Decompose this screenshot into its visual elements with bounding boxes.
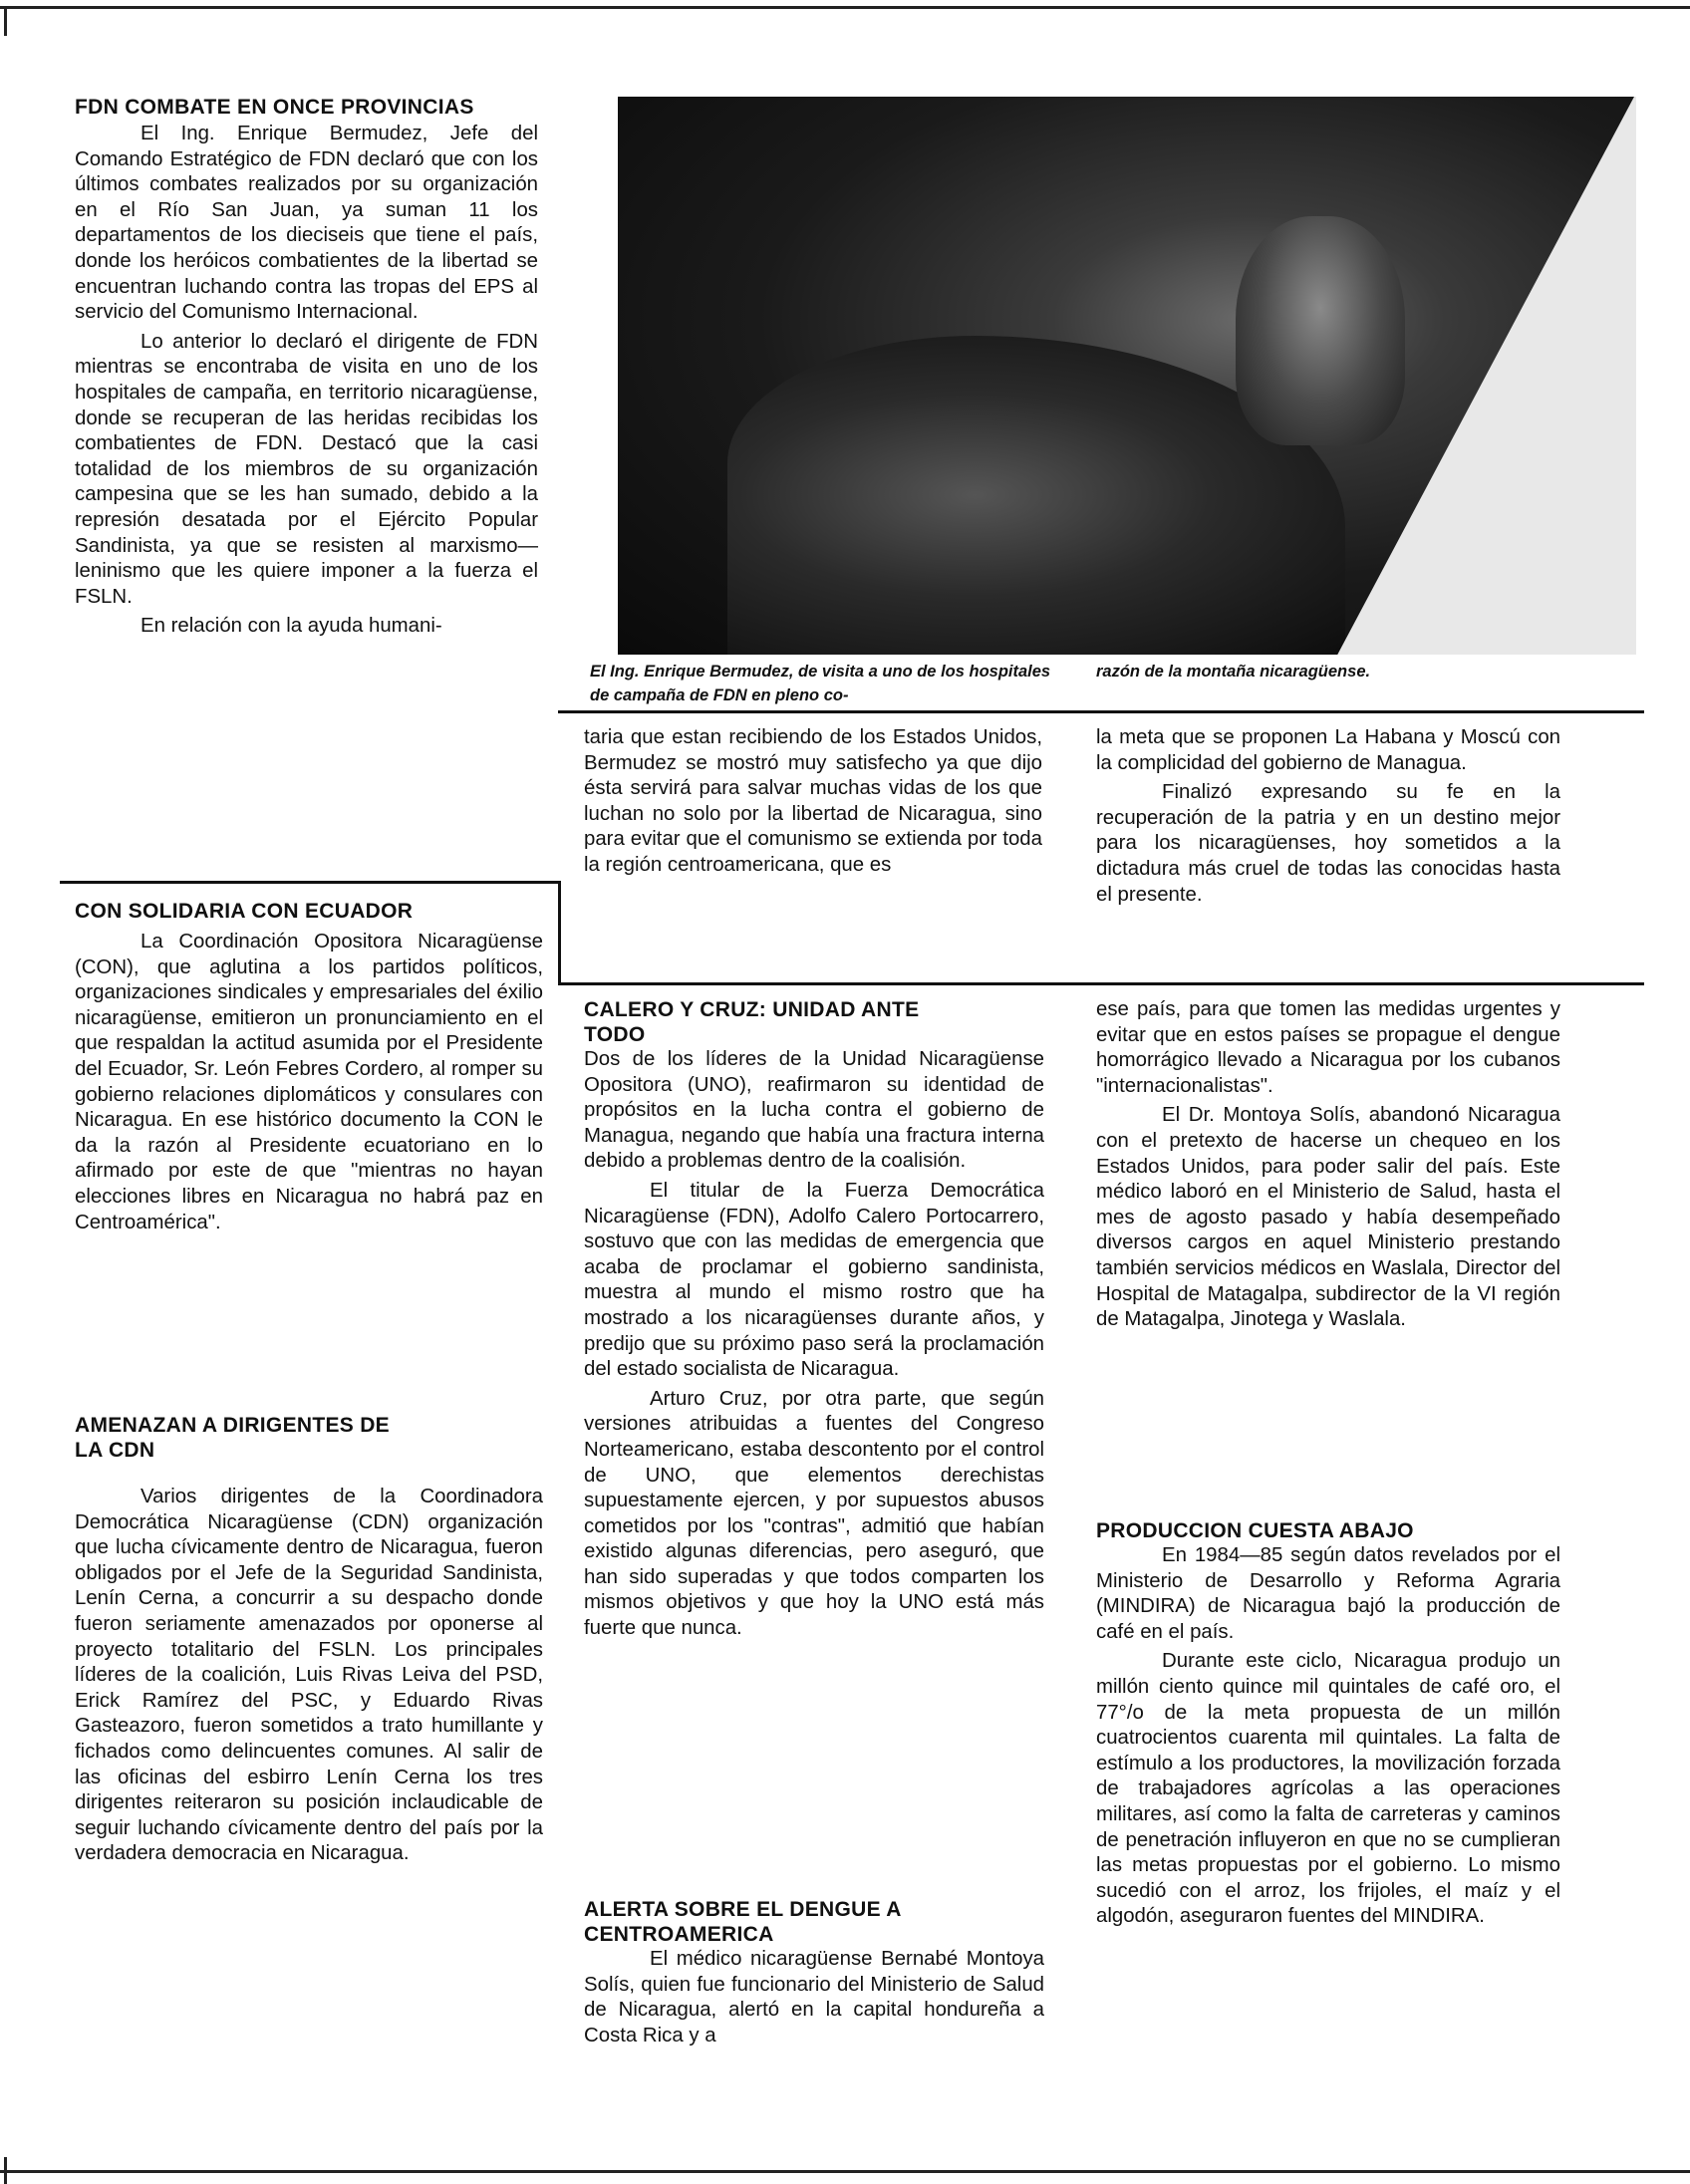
section-rule-connector [558,881,561,911]
paragraph: la meta que se proponen La Habana y Moscú con la complicidad del gobierno de Managua. [1096,726,1560,774]
article-cdn [75,1413,543,1871]
article-fdn-col2 [584,725,1042,883]
headline-produccion: PRODUCCION CUESTA ABAJO [1096,1519,1414,1542]
headline-calero-line2: TODO [584,1023,646,1046]
paragraph: El Dr. Montoya Solís, abandonó Nicaragua con el pretexto de hacerse un chequeo en los Estados Unidos, para poder salir del país. Este médico laboró en el Ministerio de Salud, hasta el mes de agosto pasado y había desempeñado diversos cargos en aquel Ministerio prestando también servicios médicos en Waslala, Director del Hospital de Matagalpa, subdirector de la VI región de Matagalpa, Jinotega y Waslala. [1096,1104,1560,1331]
paragraph: Lo anterior lo declaró el dirigente de FDN mientras se encontraba de visita en uno de los hospitales de campaña, en territorio nicaragüense, donde se recuperan de las heridas recibidas los combatientes de FDN. Destacó que la casi totalidad de los miembros de su organización campesina que se les han sumado, debido a la represión desatada por el Ejército Popular Sandinista, ya que se resisten al marxismo—leninismo que les quiere imponer a la fuerza el FSLN. [75,330,538,608]
article-con [75,899,543,1239]
paragraph: Arturo Cruz, por otra parte, que según versiones atribuidas a fuentes del Congreso Norteamericano, estaba descontento por el control de UNO, que elementos derechistas supuestamente ejercen, y por supuestos abusos cometidos por los "contras", admitió que habían existido algunas diferencias, pero aseguró, que han sido superadas y que todos comparten los mismos objetivos y que hoy la UNO está más fuerte que nunca. [584,1387,1044,1640]
paragraph: Dos de los líderes de la Unidad Nicaragüense Opositora (UNO), reafirmaron su identidad de propósitos en la lucha contra el gobierno de Managua, negando que había una fractura interna debido a problemas dentro de la coalisión. [584,1048,1044,1173]
paragraph: El titular de la Fuerza Democrática Nicaragüense (FDN), Adolfo Calero Portocarrero, sostuvo que con las medidas de emergencia que acaba de proclamar el gobierno sandinista, muestra al mundo el mismo rostro que ha mostrado a los nicaragüenses durante años, y predijo que su próximo paso será la proclamación del estado socialista de Nicaragua. [584,1179,1044,1381]
left-corner-mark [4,6,7,36]
hospital-photo [618,97,1636,655]
headline-cdn-line1: AMENAZAN A DIRIGENTES DE [75,1414,390,1437]
headline-dengue-line2: CENTROAMERICA [584,1923,774,1946]
paragraph: Finalizó expresando su fe en la recuperación de la patria y en un destino mejor para los nicaragüenses, hoy sometidos a la dictadura más cruel de todas las conocidas hasta el presente. [1096,781,1560,906]
photo-caption-left: El Ing. Enrique Bermudez, de visita a uno de los hospitales de campaña de FDN en pleno co- [590,663,1051,704]
article-produccion [1096,1518,1560,1934]
article-dengue-col2 [584,1897,1044,2052]
headline-cdn-line2: LA CDN [75,1439,155,1462]
headline-con: CON SOLIDARIA CON ECUADOR [75,900,414,923]
headline-dengue-line1: ALERTA SOBRE EL DENGUE A [584,1898,902,1921]
article-dengue-col3 [1096,997,1560,1337]
paragraph: El Ing. Enrique Bermudez, Jefe del Comando Estratégico de FDN declaró que con los últimos combates realizados por su organización en el Río San Juan, ya suman 11 los departamentos de los dieciseis que tiene el país, donde los heróicos combatientes de la libertad se encuentran luchando contra las tropas del EPS al servicio del Comunismo Internacional. [75,123,538,324]
paragraph: Varios dirigentes de la Coordinadora Democrática Nicaragüense (CDN) organización que lucha cívicamente dentro de Nicaragua, fueron obligados por el Jefe de la Seguridad Sandinista, Lenín Cerna, a concurrir a su despacho donde fueron seriamente amenazados por oponerse al proyecto totalitario del FSLN. Los principales líderes de la coalición, Luis Rivas Leiva del PSD, Erick Ramírez del PSC, y Eduardo Rivas Gasteazoro, fueron sometidos a trato humillante y fichados como delincuentes comunes. Al salir de las oficinas del esbirro Lenín Cerna los tres dirigentes reiteraron su posición inclaudicable de seguir luchando cívicamente dentro del país por la verdadera democracia en Nicaragua. [75,1486,543,1865]
section-rule-connector [558,911,561,984]
paragraph: La Coordinación Opositora Nicaragüense (CON), que aglutina a los partidos políticos, organizaciones sindicales y empresariales del éxilio nicaragüense, emitieron un pronunciamiento en el que respaldan la actitud asumida por el Presidente del Ecuador, Sr. León Febres Cordero, al romper su gobierno relaciones diplomáticos y consulares con Nicaragua. En ese histórico documento la CON le da la razón al Presidente ecuatoriano en lo afirmado por este de que "mientras no hayan elecciones libres en Nicaragua no habrá paz en Centroamérica". [75,931,543,1233]
paragraph: En relación con la ayuda humani- [141,615,442,638]
section-rule [558,982,1644,985]
photo-caption-right: razón de la montaña nicaragüense. [1096,663,1371,681]
top-border-line [0,6,1690,9]
paragraph: ese país, para que tomen las medidas urgentes y evitar que en estos países se propague el dengue homorrágico llevado a Nicaragua por los cubanos "internacionalistas". [1096,998,1560,1097]
article-fdn-col1 [75,95,538,644]
section-rule [60,881,558,884]
left-bottom-corner-mark [4,2157,7,2184]
bottom-border-line [0,2170,1690,2173]
article-calero [584,997,1044,1646]
caption-rule [558,710,1644,713]
paragraph: El médico nicaragüense Bernabé Montoya Solís, quien fue funcionario del Ministerio de Salud de Nicaragua, alertó en la capital hondureña a Costa Rica y a [584,1948,1044,2047]
paragraph: taria que estan recibiendo de los Estados Unidos, Bermudez se mostró muy satisfecho ya que dijo ésta servirá para salvar muchas vidas de los que luchan no solo por la libertad de Nicaragua, sino para evitar que el comunismo se extienda por toda la región centroamericana, que es [584,726,1042,876]
headline-fdn: FDN COMBATE EN ONCE PROVINCIAS [75,96,474,119]
article-fdn-col3 [1096,725,1560,912]
paragraph: En 1984—85 según datos revelados por el Ministerio de Desarrollo y Reforma Agraria (MINDIRA) de Nicaragua bajó la producción de café en el país. [1096,1544,1560,1643]
photo-person-shape [1236,216,1405,445]
paragraph: Durante este ciclo, Nicaragua produjo un millón ciento quince mil quintales de café oro, el 77°/o de la meta propuesta de un millón cuatrocientos cuarenta mil quintales. La falta de estímulo a los productores, la movilización forzada de trabajadores agrícolas a las operaciones militares, así como la falta de carreteras y caminos de penetración influyeron en que no se cumplieran las metas propuestas por el gobierno. Lo mismo sucedió con el arroz, los frijoles, el maíz y el algodón, aseguraron fuentes del MINDIRA. [1096,1650,1560,1928]
headline-calero-line1: CALERO Y CRUZ: UNIDAD ANTE [584,998,920,1021]
